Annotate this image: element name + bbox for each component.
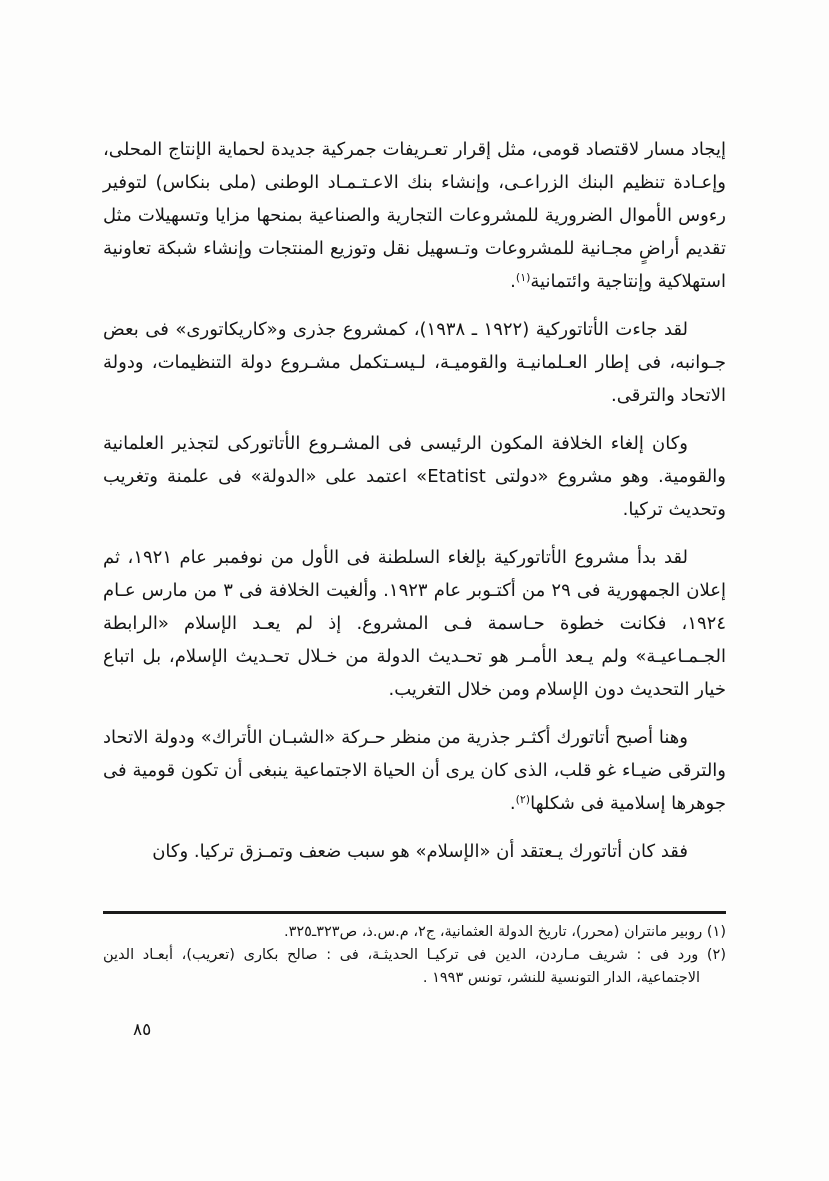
paragraph-4-text: لقد بدأ مشروع الأتاتوركية بإلغاء السلطنة فى الأول من نوفمبر عام ١٩٢١، ثم إعلان الجمهورية فى ٢٩ من أكتـوبر عام ١٩٢٣. وألغيت الخلافة فى ٣ من مارس عـام ١٩٢٤، فكانت خطوة حـاسمة فـى المشروع. إذ لم يعـد الإسلام «الرابطة الجـمـاعيـة» ولم يـعد الأمـر هو تحـديث الدولة من خـلال تحـديث الإسلام، بل اتباع خيار التحديث دون الإسلام ومن خلال التغريب. [103,547,726,700]
paragraph-5 [103,721,726,820]
paragraph-1-tail: . [510,271,516,292]
paragraph-5-tail: . [509,793,516,814]
paragraph-6-text: فقد كان أتاتورك يـعتقد أن «الإسلام» هو سبب ضعف وتمـزق تركيا. وكان [152,841,688,862]
paragraph-2-text: لقد جاءت الأتاتوركية (١٩٢٢ ـ ١٩٣٨)، كمشروع جذرى و«كاريكاتورى» فى بعض جـوانبه، فى إطار العـلمانيـة والقوميـة، لـيسـتكمل مشـروع دولة التنظيمات، ودولة الاتحاد والترقى. [103,319,726,406]
footnote-marker-2: (٢) [515,793,531,806]
paragraph-1-text: إيجاد مسار لاقتصاد قومى، مثل إقرار تعـريفات جمركية جديدة لحماية الإنتاج المحلى، وإعـادة تنظيم البنك الزراعـى، وإنشاء بنك الاعـتـمـاد الوطنى (ملى بنكاس) لتوفير رءوس الأموال الضرورية للمشروعات التجارية والصناعية بمنحها مزايا وتسهيلات مثل تقديم أراضٍ مجـانية للمشروعات وتـسهيل نقل وتوزيع المنتجات وإنشاء شبكة تعاونية استهلاكية وإنتاجية وائتمانية [103,139,726,292]
paragraph-2 [103,313,726,412]
body-text [103,133,726,883]
paragraph-4 [103,541,726,706]
footnotes-section [103,921,726,990]
paragraph-3 [103,427,726,526]
paragraph-1 [103,133,726,298]
paragraph-6 [103,835,726,868]
footnote-2: (٢) ورد فى : شريف مـاردن، الدين فى تركيـا الحديثـة، فى : صالح بكارى (تعريب)، أبعـاد الدين الاجتماعية، الدار التونسية للنشر، تونس ١٩٩٣ . [103,947,726,986]
footnote-marker-1: (١) [515,271,531,284]
paragraph-3-text: وكان إلغاء الخلافة المكون الرئيسى فى المشـروع الأتاتوركى لتجذير العلمانية والقومية. وهو مشروع «دولتى Etatist» اعتمد على «الدولة» فى علمنة وتغريب وتحديث تركيا. [103,433,726,520]
footnote-divider [103,911,726,914]
footnote-1: (١) روبير مانتران (محرر)، تاريخ الدولة العثمانية، ج٢، م.س.ذ، ص٣٢٣ـ٣٢٥. [283,924,726,940]
page-number: ٨٥ [133,1020,152,1040]
paragraph-5-text: وهنا أصبح أتاتورك أكثـر جذرية من منظر حـركة «الشبـان الأتراك» ودولة الاتحاد والترقى ضيـاء غو قلب، الذى كان يرى أن الحياة الاجتماعية ينبغى أن تكون قومية فى جوهرها إسلامية فى شكلها [103,727,726,814]
